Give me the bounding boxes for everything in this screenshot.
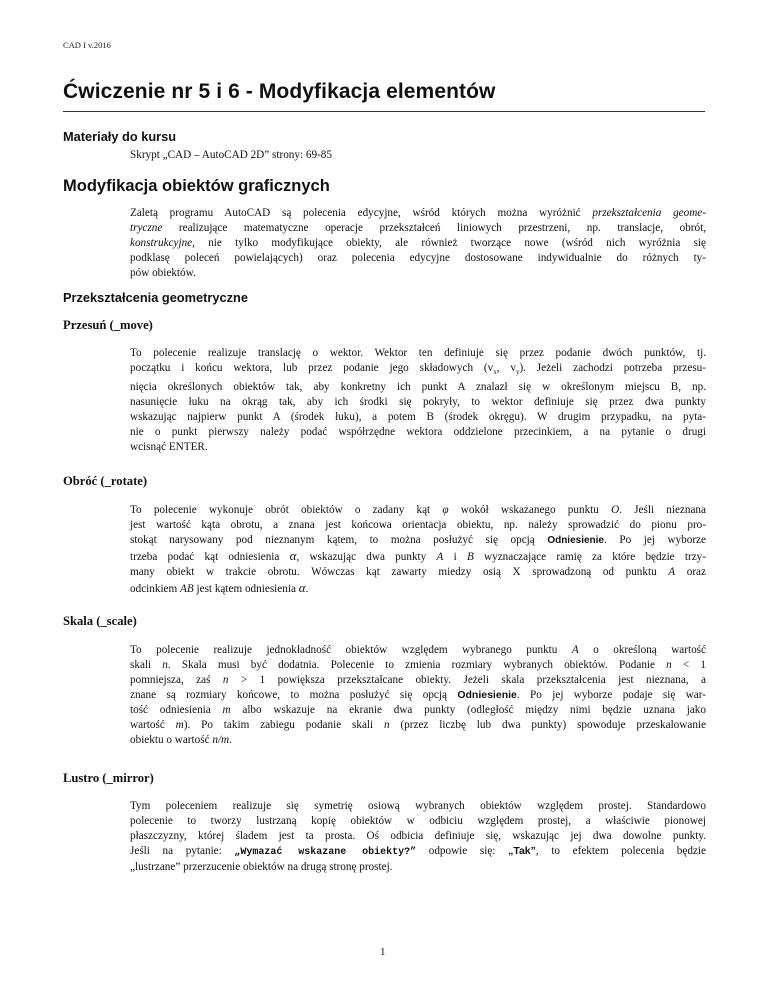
scale-line-6: wartość m). Po takim zabiegu podanie skali n (przez liczbę lub dwa punkty) spowoduje przeskalowanie <box>130 719 706 731</box>
materials-heading: Materiały do kursu <box>63 129 177 144</box>
rotate-paragraph <box>130 503 706 597</box>
move-line-4: nasunięcie łuku na okrąg tak, aby ich środki się pokryły, to wektor definiuje się przez dwa punkty <box>130 396 706 409</box>
mirror-line-1: Tym poleceniem realizuje się symetrię osiową wybranych obiektów względem prostej. Standardowo <box>130 800 706 812</box>
mirror-line-3: płaszczyzny, której śladem jest ta prosta. Oś odbicia definiuje się, wskazując jej dwa dowolne punkty. <box>130 830 706 842</box>
mirror-line-5: „lustrzane” przerzucenie obiektów na drugą stronę prostej. <box>130 861 393 873</box>
mirror-heading: Lustro (_mirror) <box>63 771 154 785</box>
title-divider <box>63 111 705 112</box>
move-line-2: początku i końcu wektora, lub przez podanie jego składowych ($v_x$, $v_y$). Jeżeli zachodzi potrzeba przesu- <box>130 362 706 377</box>
materials-source: Skrypt „CAD – AutoCAD 2D” strony: 69-85 <box>130 149 332 161</box>
mirror-paragraph <box>130 799 706 875</box>
page-title: Ćwiczenie nr 5 i 6 - Modyfikacja elementów <box>63 80 496 103</box>
intro-line-5: pów obiektów. <box>130 267 196 279</box>
rotate-line-4: trzeba podać kąt odniesienia α, wskazując dwa punkty A i B wyznaczające ramię za które będzie trzy- <box>130 548 707 563</box>
section-heading: Modyfikacja obiektów graficznych <box>63 177 330 195</box>
page-number: 1 <box>380 946 386 958</box>
rotate-line-2: jest wartość kąta obrotu, a znana jest końcowa orientacja obiektu, np. należy sprowadzić do pionu pro- <box>130 519 706 531</box>
intro-line-1: Zaletą programu AutoCAD są polecenia edycyjne, wśród których można wyróżnić przekształcenia geome- <box>130 207 706 219</box>
mirror-line-2: polecenie to tworzy lustrzaną kopię obiektów w odbiciu względem prostej, a właściwie pionowej <box>130 815 706 827</box>
move-line-1: To polecenie realizuje translację o wektor. Wektor ten definiuje się przez podanie dwóch punktów, tj. <box>130 347 706 359</box>
intro-line-2: tryczne realizujące matematyczne operacje przekształceń liniowych przestrzeni, np. translacje, obrót, <box>130 222 706 234</box>
move-paragraph <box>130 346 706 455</box>
move-line-5: wskazując najpierw punkt A (środek łuku), a potem B (środek okręgu). W drugim przypadku, na pyta- <box>130 411 706 424</box>
scale-line-3: pomniejsza, zaś n > 1 powiększa przekształcane obiekty. Jeżeli skala przekształcenia jest nieznana, a <box>130 674 706 686</box>
scale-line-7: obiektu o wartość n/m. <box>130 734 232 746</box>
scale-line-1: To polecenie realizuje jednokładność obiektów względem wybranego punktu A o określoną wartość <box>130 644 706 656</box>
intro-line-4: podklasę poleceń powielających) oraz polecenia edycyjne dostosowane indywidualnie do różnych ty- <box>130 252 706 264</box>
intro-line-3: konstrukcyjne, nie tylko modyfikujące obiekty, ale również tworzące nowe (wśród nich wyróżnia się <box>130 237 706 249</box>
move-line-6: nie o punkt pierwszy należy podać współrzędne wektora oddzielone przecinkiem, a na pytanie o drugi <box>130 426 706 439</box>
geo-heading: Przekształcenia geometryczne <box>63 290 248 305</box>
rotate-line-6: odcinkiem AB jest kątem odniesienia α. <box>130 580 309 595</box>
scale-paragraph <box>130 643 706 748</box>
rotate-line-3: stokąt narysowany pod nieznanym kątem, to można posłużyć się opcją Odniesienie. Po jej wyborze <box>130 534 706 546</box>
mirror-line-4: Jeśli na pytanie: „Wymazać wskazane obiekty?” odpowie się: „Tak”, to efektem polecenia będzie <box>130 845 706 858</box>
scale-heading: Skala (_scale) <box>63 614 137 628</box>
move-line-3: nięcia określonych obiektów tak, aby konkretny ich punkt A znalazł się w określonym miejscu B, np. <box>130 381 706 394</box>
move-line-7: wcisnąć ENTER. <box>130 441 208 454</box>
rotate-heading: Obróć (_rotate) <box>63 474 148 488</box>
scale-line-4: znane są rozmiary końcowe, to można posłużyć się opcją Odniesienie. Po jej wyborze podaje się war- <box>130 689 706 701</box>
rotate-line-5: many obiekt w trakcie obrotu. Wówczas kąt zawarty miedzy osią X sprowadzoną od punktu A oraz <box>130 566 706 578</box>
intro-paragraph <box>130 206 706 281</box>
running-header: CAD I v.2016 <box>63 40 111 50</box>
scale-line-2: skali n. Skala musi być dodatnia. Polecenie to zmienia rozmiary wybranych obiektów. Podanie n < 1 <box>130 659 706 671</box>
move-heading: Przesuń (_move) <box>63 318 153 332</box>
scale-line-5: tość odniesienia m albo wskazuje na ekranie dwa punkty (odległość między nimi będzie uznana jako <box>130 704 706 716</box>
rotate-line-1: To polecenie wykonuje obrót obiektów o zadany kąt φ wokół wskazanego punktu O. Jeśli nieznana <box>130 504 706 516</box>
